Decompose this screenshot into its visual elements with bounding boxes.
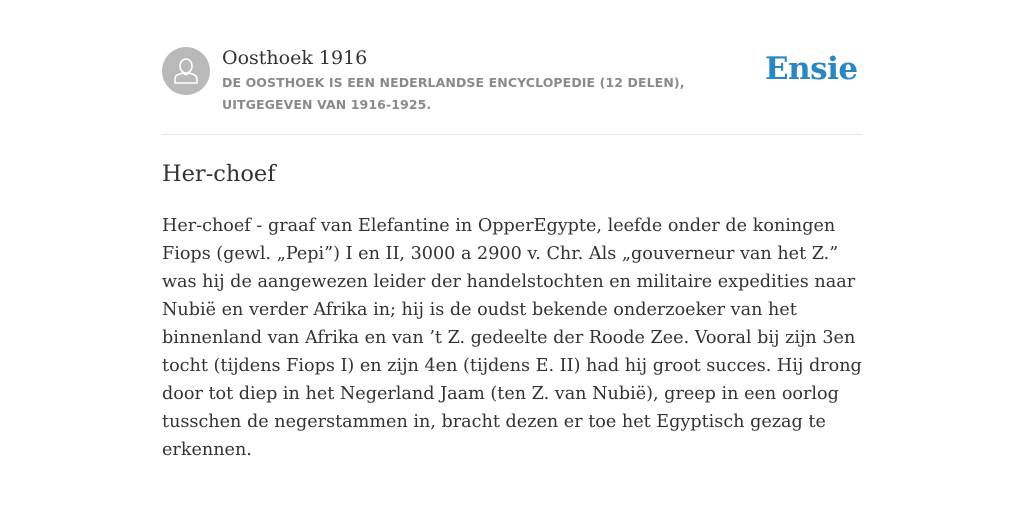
user-avatar-icon[interactable] xyxy=(162,47,210,95)
source-description: DE OOSTHOEK IS EEN NEDERLANDSE ENCYCLOPEDIE (12 DELEN), UITGEGEVEN VAN 1916-1925. xyxy=(222,75,685,112)
article-title: Her-choef xyxy=(162,161,276,187)
source-info xyxy=(222,45,762,116)
source-header xyxy=(162,0,862,135)
source-name[interactable]: Oosthoek 1916 xyxy=(222,47,368,69)
page-content xyxy=(162,0,862,460)
ensie-logo[interactable]: Ensie xyxy=(765,51,858,87)
article-body: Her-choef - graaf van Elefantine in OpperEgypte, leefde onder de koningen Fiops (gewl. „Pepi”) I en II, 3000 a 2900 v. Chr. Als „gouverneur van het Z.” was hij de aangewezen leider der handelstochten en militaire expedities naar Nubië en verder Afrika in; hij is de oudst bekende onderzoeker van het binnenland van Afrika en van ’t Z. gedeelte der Roode Zee. Vooral bij zijn 3en tocht (tijdens Fiops I) en zijn 4en (tijdens E. II) had hij groot succes. Hij drong door tot diep in het Negerland Jaam (ten Z. van Nubië), greep in een oorlog tusschen de negerstammen in, bracht dezen er toe het Egyptisch gezag te erkennen. xyxy=(162,216,862,460)
